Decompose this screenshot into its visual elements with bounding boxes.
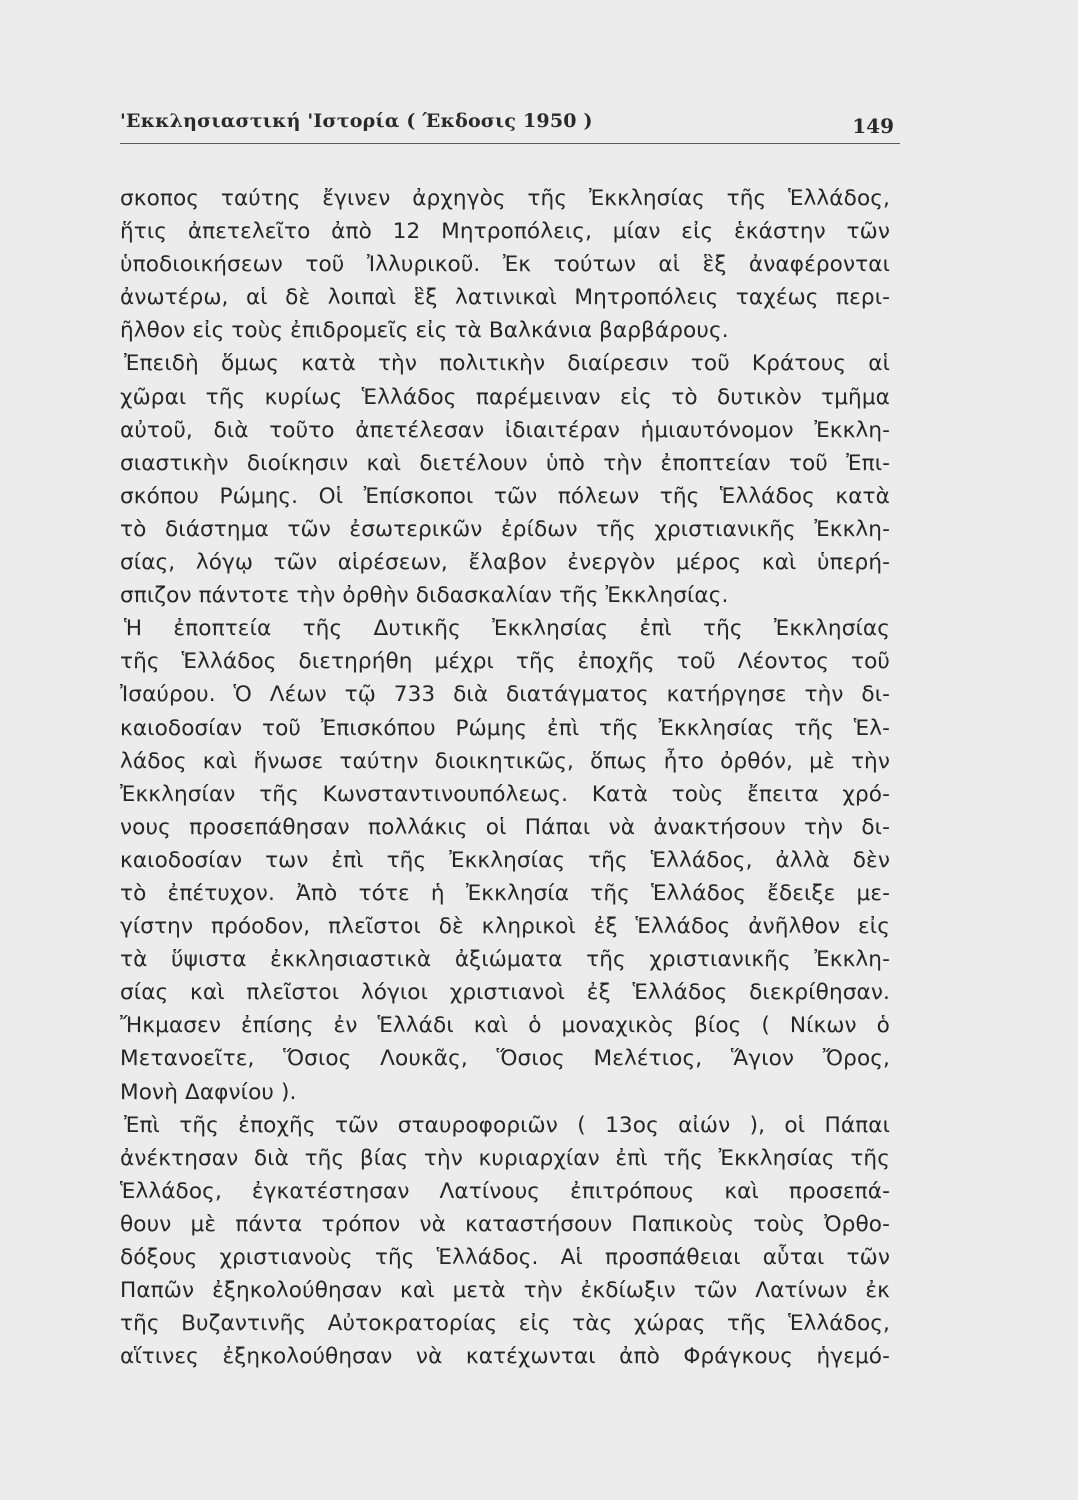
- text-line: αὐτοῦ, διὰ τοῦτο ἀπετέλεσαν ἰδιαιτέραν ἡμιαυτόνομον Ἐκκλη-: [120, 417, 890, 443]
- text-line: σκοπος ταύτης ἔγινεν ἀρχηγὸς τῆς Ἐκκλησίας τῆς Ἑλλάδος,: [120, 186, 890, 211]
- body-text: [120, 182, 890, 1373]
- text-line: δόξους χριστιανοὺς τῆς Ἑλλάδος. Αἱ προσπάθειαι αὗται τῶν: [120, 1245, 890, 1270]
- text-line: καιοδοσίαν τοῦ Ἐπισκόπου Ρώμης ἐπὶ τῆς Ἐκκλησίας τῆς Ἑλ-: [120, 715, 890, 741]
- text-line: ἥτις ἀπετελεῖτο ἀπὸ 12 Μητροπόλεις, μίαν εἰς ἑκάστην τῶν: [120, 219, 890, 245]
- text-line: καιοδοσίαν των ἐπὶ τῆς Ἐκκλησίας τῆς Ἑλλάδος, ἀλλὰ δὲν: [120, 847, 890, 873]
- text-line: Μετανοεῖτε, Ὅσιος Λουκᾶς, Ὅσιος Μελέτιος, Ἅγιον Ὄρος,: [120, 1046, 890, 1072]
- text-line: χῶραι τῆς κυρίως Ἑλλάδος παρέμειναν εἰς τὸ δυτικὸν τμῆμα: [120, 384, 890, 410]
- text-line: Ἡ ἐποπτεία τῆς Δυτικῆς Ἐκκλησίας ἐπὶ τῆς Ἐκκλησίας: [124, 616, 890, 642]
- text-line: ὑποδιοικήσεων τοῦ Ἰλλυρικοῦ. Ἐκ τούτων αἱ ἓξ ἀναφέρονται: [120, 252, 890, 278]
- text-line: ῆλθον εἰς τοὺς ἐπιδρομεῖς εἰς τὰ Βαλκάνια βαρβάρους.: [120, 318, 729, 344]
- text-line: νους προσεπάθησαν πολλάκις οἱ Πάπαι νὰ ἀνακτήσουν τὴν δι-: [120, 814, 890, 840]
- text-line: θουν μὲ πάντα τρόπον νὰ καταστήσουν Παπικοὺς τοὺς Ὀρθο-: [120, 1211, 890, 1237]
- text-line: αἵτινες ἐξηκολούθησαν νὰ κατέχωνται ἀπὸ Φράγκους ἡγεμό-: [120, 1344, 890, 1370]
- header-rule: [120, 143, 900, 144]
- text-line: τῆς Βυζαντινῆς Αὐτοκρατορίας εἰς τὰς χώρας τῆς Ἑλλάδος,: [120, 1311, 890, 1337]
- text-line: Ἐπειδὴ ὅμως κατὰ τὴν πολιτικὴν διαίρεσιν τοῦ Κράτους αἱ: [124, 351, 890, 377]
- text-line: τῆς Ἑλλάδος διετηρήθη μέχρι τῆς ἐποχῆς τοῦ Λέοντος τοῦ: [120, 649, 890, 675]
- text-line: τὰ ὕψιστα ἐκκλησιαστικὰ ἀξιώματα τῆς χριστιανικῆς Ἐκκλη-: [120, 947, 890, 973]
- header-title: 'Εκκλησιαστική 'Ιστορία ( Έκδοσις 1950 ): [120, 110, 593, 132]
- text-line: Ἑλλάδος, ἐγκατέστησαν Λατίνους ἐπιτρόπους καὶ προσεπά-: [120, 1178, 890, 1204]
- text-line: σίας, λόγῳ τῶν αἱρέσεων, ἔλαβον ἐνεργὸν μέρος καὶ ὑπερή-: [120, 550, 890, 576]
- text-line: γίστην πρόοδον, πλεῖστοι δὲ κληρικοὶ ἐξ Ἑλλάδος ἀνῆλθον εἰς: [120, 914, 890, 940]
- text-line: ἀνέκτησαν διὰ τῆς βίας τὴν κυριαρχίαν ἐπὶ τῆς Ἐκκλησίας τῆς: [120, 1145, 890, 1171]
- text-line: Παπῶν ἐξηκολούθησαν καὶ μετὰ τὴν ἐκδίωξιν τῶν Λατίνων ἐκ: [120, 1278, 890, 1304]
- text-line: σπιζον πάντοτε τὴν ὀρθὴν διδασκαλίαν τῆς Ἐκκλησίας.: [120, 583, 729, 609]
- text-line: σκόπου Ρώμης. Οἱ Ἐπίσκοποι τῶν πόλεων τῆς Ἑλλάδος κατὰ: [120, 483, 890, 509]
- page-number: 149: [852, 114, 894, 138]
- text-line: ἀνωτέρω, αἱ δὲ λοιπαὶ ἓξ λατινικαὶ Μητροπόλεις ταχέως περι-: [120, 285, 890, 311]
- text-line: λάδος καὶ ἥνωσε ταύτην διοικητικῶς, ὅπως ἦτο ὀρθόν, μὲ τὴν: [120, 748, 890, 774]
- running-header: [120, 104, 900, 144]
- text-line: τὸ διάστημα τῶν ἐσωτερικῶν ἐρίδων τῆς χριστιανικῆς Ἐκκλη-: [120, 516, 890, 542]
- text-line: τὸ ἐπέτυχον. Ἀπὸ τότε ἡ Ἐκκλησία τῆς Ἑλλάδος ἔδειξε με-: [120, 880, 890, 906]
- text-line: Ἐπὶ τῆς ἐποχῆς τῶν σταυροφοριῶν ( 13ος αἰών ), οἱ Πάπαι: [124, 1112, 890, 1138]
- text-line: Μονὴ Δαφνίου ).: [120, 1079, 297, 1105]
- text-line: σίας καὶ πλεῖστοι λόγιοι χριστιανοὶ ἐξ Ἑλλάδος διεκρίθησαν.: [120, 980, 890, 1006]
- text-line: Ἤκμασεν ἐπίσης ἐν Ἑλλάδι καὶ ὁ μοναχικὸς βίος ( Νίκων ὁ: [120, 1013, 890, 1039]
- text-line: Ἐκκλησίαν τῆς Κωνσταντινουπόλεως. Κατὰ τοὺς ἔπειτα χρό-: [120, 781, 890, 807]
- text-line: σιαστικὴν διοίκησιν καὶ διετέλουν ὑπὸ τὴν ἐποπτείαν τοῦ Ἐπι-: [120, 450, 890, 476]
- text-line: Ἰσαύρου. Ὁ Λέων τῷ 733 διὰ διατάγματος κατήργησε τὴν δι-: [120, 682, 890, 708]
